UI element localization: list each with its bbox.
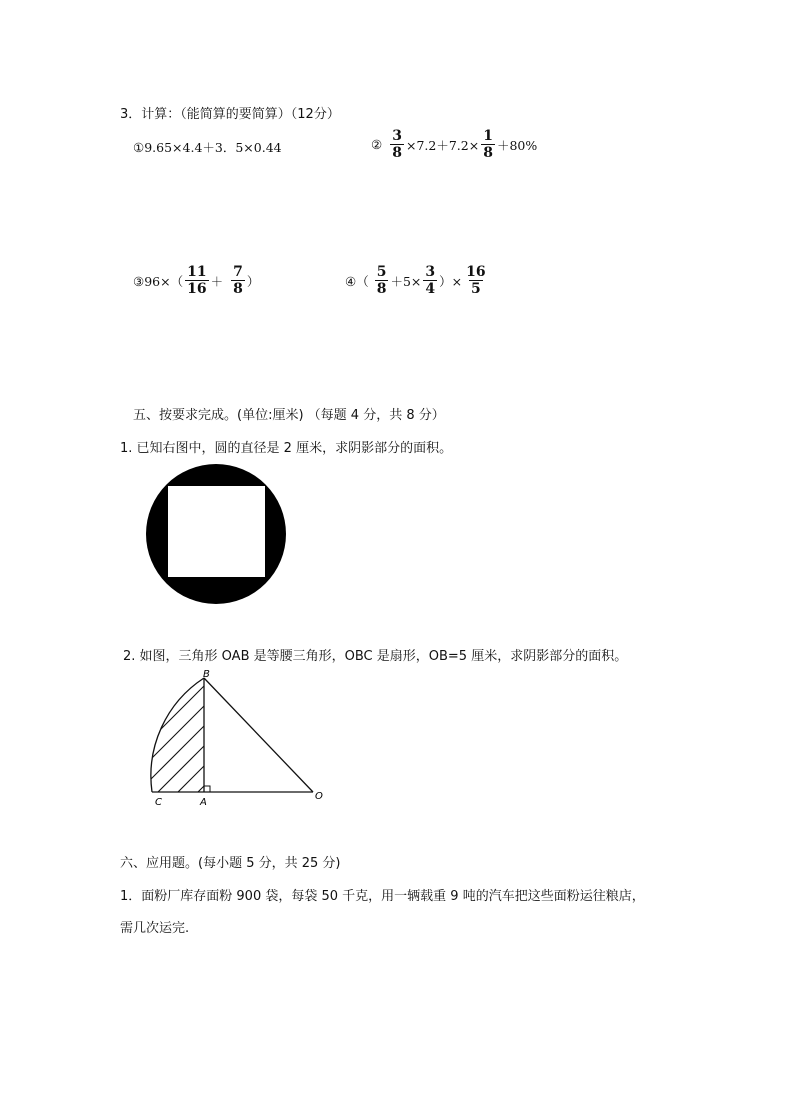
right-angle-mark bbox=[204, 786, 210, 792]
numerator: 7 bbox=[233, 264, 243, 280]
fraction bbox=[390, 128, 404, 161]
problem-4-suffix: ）× bbox=[439, 273, 463, 289]
label-c: C bbox=[155, 797, 162, 808]
problem-4 bbox=[345, 264, 490, 297]
problem-4-middle: ＋5× bbox=[390, 273, 422, 289]
triangle-sector-figure bbox=[135, 665, 335, 810]
numerator: 16 bbox=[466, 264, 486, 280]
problem-3-suffix: ） bbox=[246, 273, 260, 289]
question-5-2: 2. 如图，三角形 OAB 是等腰三角形，OBC 是扇形，OB=5 厘米，求阴影部分的面积。 bbox=[123, 649, 628, 664]
fraction bbox=[464, 264, 487, 297]
circle-square-figure bbox=[145, 463, 287, 605]
section6-heading: 六、应用题。(每小题 5 分，共 25 分) bbox=[120, 856, 341, 871]
denominator: 4 bbox=[425, 281, 436, 298]
fraction bbox=[423, 264, 437, 297]
problem-2-prefix: ② bbox=[371, 137, 383, 153]
label-a: A bbox=[200, 797, 207, 808]
problem-2-suffix: ＋80% bbox=[496, 137, 538, 153]
inscribed-square bbox=[168, 486, 265, 577]
question-6-1-line2: 需几次运完. bbox=[120, 921, 190, 936]
fraction bbox=[481, 128, 495, 161]
problem-2-middle: ×7.2＋7.2× bbox=[405, 137, 480, 153]
problem-1-text: ①9.65×4.4＋3．5×0.44 bbox=[133, 140, 282, 155]
denominator: 8 bbox=[233, 281, 243, 298]
problem-1 bbox=[133, 138, 282, 156]
label-o: O bbox=[315, 791, 323, 802]
question-5-1: 1. 已知右图中，圆的直径是 2 厘米，求阴影部分的面积。 bbox=[120, 441, 453, 456]
label-b: B bbox=[203, 669, 210, 680]
fraction bbox=[231, 264, 245, 297]
section3-heading: 3．计算：（能简算的要简算）（12分） bbox=[120, 107, 340, 122]
problem-3-prefix: ③96×（ bbox=[133, 273, 184, 289]
section5-heading: 五、按要求完成。(单位:厘米) （每题 4 分，共 8 分） bbox=[133, 408, 445, 423]
numerator: 1 bbox=[483, 128, 493, 144]
problem-2 bbox=[371, 128, 537, 161]
numerator: 11 bbox=[187, 264, 207, 280]
denominator: 8 bbox=[483, 145, 493, 162]
denominator: 16 bbox=[187, 281, 207, 298]
numerator: 5 bbox=[376, 264, 387, 280]
numerator: 3 bbox=[392, 128, 402, 144]
problem-3-middle: ＋ bbox=[210, 273, 224, 289]
problem-3 bbox=[133, 264, 259, 297]
question-6-1-line1: 1．面粉厂库存面粉 900 袋，每袋 50 千克，用一辆载重 9 吨的汽车把这些面粉运往粮店， bbox=[120, 889, 645, 904]
numerator: 3 bbox=[425, 264, 436, 280]
fraction bbox=[375, 264, 389, 297]
problem-4-prefix: ④（ bbox=[345, 273, 369, 289]
denominator: 8 bbox=[376, 281, 387, 298]
side-bo bbox=[204, 678, 313, 792]
sector-arc bbox=[151, 678, 204, 792]
fraction bbox=[185, 264, 208, 297]
denominator: 5 bbox=[471, 281, 481, 298]
denominator: 8 bbox=[392, 145, 402, 162]
